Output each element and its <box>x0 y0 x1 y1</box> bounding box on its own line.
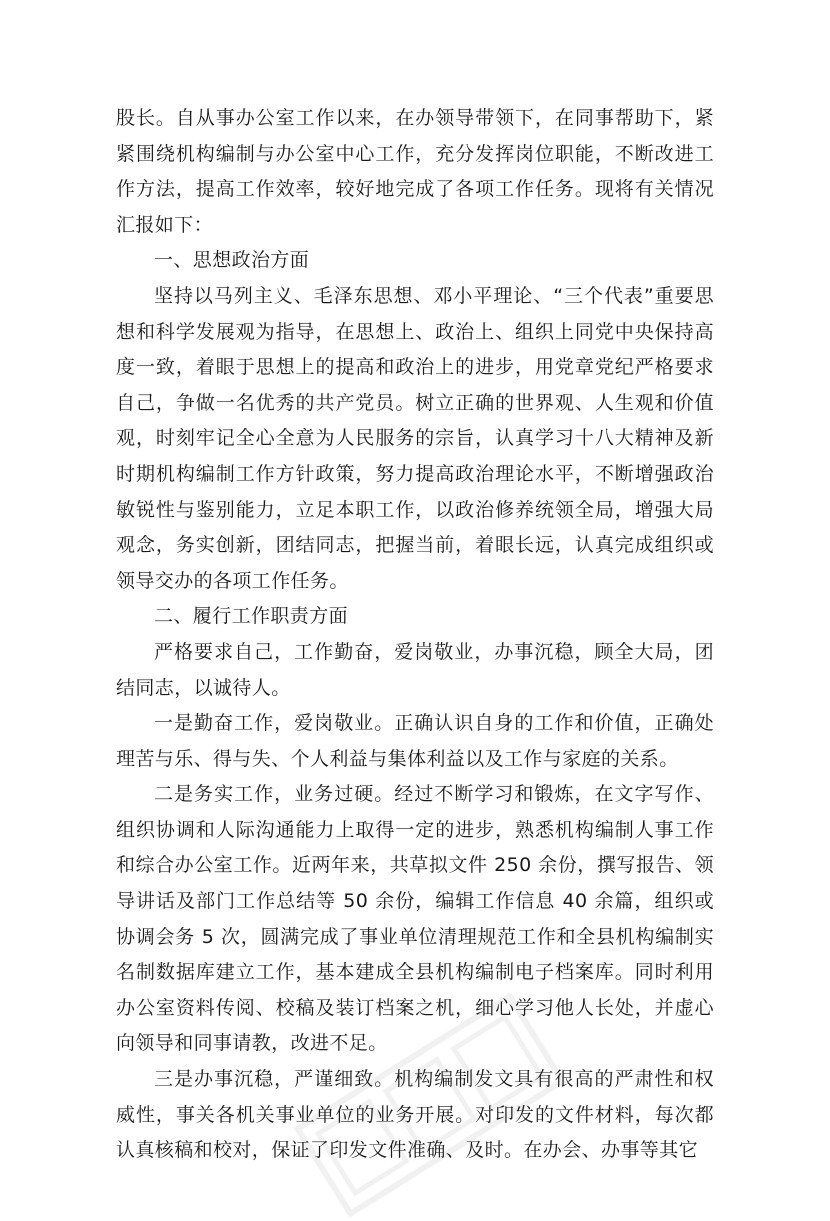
paragraph-point-three: 三是办事沉稳，严谨细致。机构编制发文具有很高的严肃性和权威性，事关各机关事业单位的业务开展。对印发的文件材料，每次都认真核稿和校对，保证了印发文件准确、及时。在办会、办事等其它 <box>116 1068 714 1162</box>
paragraph-duties-summary: 严格要求自己，工作勤奋，爱岗敬业，办事沉稳，顾全大局，团结同志，以诚待人。 <box>116 640 714 699</box>
paragraph-ideology: 坚持以马列主义、毛泽东思想、邓小平理论、“三个代表”重要思想和科学发展观为指导，在思想上、政治上、组织上同党中央保持高度一致，着眼于思想上的提高和政治上的进步，用党章党纪严格要求自己，争做一名优秀的共产党员。树立正确的世界观、人生观和价值观，时刻牢记全心全意为人民服务的宗旨，认真学习十八大精神及新时期机构编制工作方针政策，努力提高政治理论水平，不断增强政治敏锐性与鉴别能力，立足本职工作，以政治修养统领全局，增强大局观念，务实创新，团结同志，把握当前，着眼长远，认真完成组织或领导交办的各项工作任务。 <box>116 284 714 592</box>
paragraph-intro: 股长。自从事办公室工作以来，在办领导带领下，在同事帮助下，紧紧围绕机构编制与办公室中心工作，充分发挥岗位职能，不断改进工作方法，提高工作效率，较好地完成了各项工作任务。现将有关情况汇报如下： <box>116 107 714 236</box>
heading-duties: 二、履行工作职责方面 <box>154 605 349 628</box>
document-body <box>116 101 714 1169</box>
paragraph-point-two: 二是务实工作，业务过硬。经过不断学习和锻炼，在文字写作、组织协调和人际沟通能力上取得一定的进步，熟悉机构编制人事工作和综合办公室工作。近两年来，共草拟文件 250 余份，撰写报告、领导讲话及部门工作总结等 50 余份，编辑工作信息 40 余篇，组织或协调会务 5 次，圆满完成了事业单位清理规范工作和全县机构编制实名制数据库建立工作，基本建成全县机构编制电子档案库。同时利用办公室资料传阅、校稿及装订档案之机，细心学习他人长处，并虚心向领导和同事请教，改进不足。 <box>116 783 714 1055</box>
paragraph-point-one: 一是勤奋工作，爱岗敬业。正确认识自身的工作和价值，正确处理苦与乐、得与失、个人利益与集体利益以及工作与家庭的关系。 <box>116 712 714 770</box>
heading-ideology: 一、思想政治方面 <box>154 249 310 272</box>
